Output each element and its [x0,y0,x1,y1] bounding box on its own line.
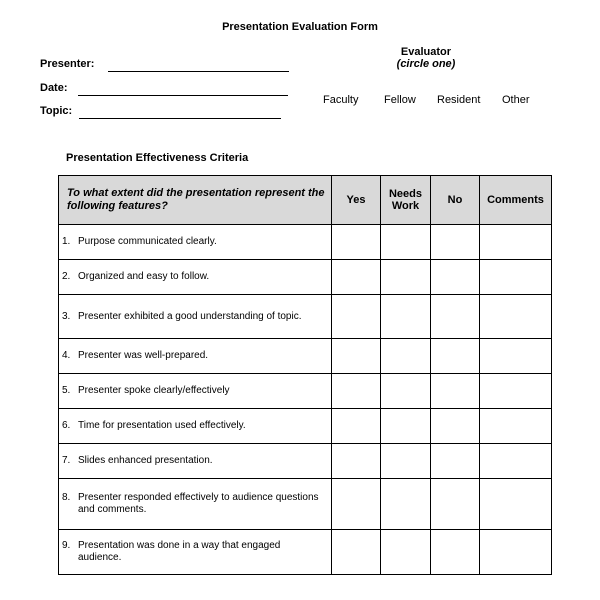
no-cell[interactable] [431,479,480,530]
yes-cell[interactable] [332,409,381,444]
needs-work-cell[interactable] [381,225,431,260]
form-title: Presentation Evaluation Form [222,21,378,33]
yes-cell[interactable] [332,225,381,260]
needs-work-cell[interactable] [381,479,431,530]
evaluator-option-faculty[interactable]: Faculty [323,94,359,106]
item-number: 3. [62,310,71,322]
item-text: Purpose communicated clearly. [78,236,217,247]
evaluator-title: Evaluator [400,46,452,58]
no-cell[interactable] [431,260,480,295]
criteria-item [59,260,332,295]
comments-cell[interactable] [480,339,552,374]
item-text: Slides enhanced presentation. [78,455,213,466]
topic-label: Topic: [40,105,73,117]
criteria-row [59,260,552,295]
criteria-row [59,530,552,575]
item-text: Time for presentation used effectively. [78,420,246,431]
header-row [59,176,552,225]
no-cell[interactable] [431,409,480,444]
date-label: Date: [40,82,68,94]
item-number: 9. [62,540,71,551]
criteria-item [59,444,332,479]
no-header: No [431,176,480,225]
criteria-table [58,175,552,575]
needs-work-cell[interactable] [381,444,431,479]
criteria-item [59,295,332,339]
criteria-item [59,374,332,409]
item-text: Presenter spoke clearly/effectively [78,385,230,396]
needs-work-cell[interactable] [381,530,431,575]
criteria-item [59,530,332,575]
comments-cell[interactable] [480,260,552,295]
section-title: Presentation Effectiveness Criteria [66,152,249,164]
needs-work-header: Needs Work [381,176,431,225]
needs-work-cell[interactable] [381,409,431,444]
criteria-row [59,479,552,530]
comments-cell[interactable] [480,530,552,575]
yes-header: Yes [332,176,381,225]
criteria-item [59,479,332,530]
criteria-row [59,339,552,374]
evaluator-option-fellow[interactable]: Fellow [384,94,416,106]
no-cell[interactable] [431,295,480,339]
item-number: 7. [62,455,71,466]
item-number: 5. [62,385,71,396]
item-text: Presenter exhibited a good understanding of topic. [78,310,302,322]
item-text: Organized and easy to follow. [78,271,210,282]
item-number: 1. [62,236,71,247]
yes-cell[interactable] [332,479,381,530]
yes-cell[interactable] [332,530,381,575]
no-cell[interactable] [431,374,480,409]
yes-cell[interactable] [332,374,381,409]
evaluator-option-other[interactable]: Other [502,94,530,106]
question-header: To what extent did the presentation represent the following features? [59,176,332,225]
yes-cell[interactable] [332,444,381,479]
date-field[interactable] [78,95,288,96]
needs-work-cell[interactable] [381,295,431,339]
needs-work-cell[interactable] [381,260,431,295]
comments-cell[interactable] [480,225,552,260]
comments-header: Comments [480,176,552,225]
presenter-label: Presenter: [40,58,95,70]
comments-cell[interactable] [480,479,552,530]
criteria-row [59,444,552,479]
evaluator-option-resident[interactable]: Resident [437,94,481,106]
comments-cell[interactable] [480,409,552,444]
criteria-row [59,374,552,409]
yes-cell[interactable] [332,339,381,374]
item-text: Presenter responded effectively to audience questions and comments. [78,492,319,515]
yes-cell[interactable] [332,260,381,295]
comments-cell[interactable] [480,444,552,479]
yes-cell[interactable] [332,295,381,339]
needs-work-cell[interactable] [381,339,431,374]
criteria-row [59,295,552,339]
criteria-item [59,225,332,260]
presenter-field[interactable] [108,71,289,72]
criteria-item [59,409,332,444]
item-number: 4. [62,350,71,361]
comments-cell[interactable] [480,295,552,339]
criteria-row [59,409,552,444]
no-cell[interactable] [431,444,480,479]
comments-cell[interactable] [480,374,552,409]
item-number: 6. [62,420,71,431]
item-text: Presentation was done in a way that engaged audience. [78,540,281,563]
topic-field[interactable] [79,118,281,119]
no-cell[interactable] [431,530,480,575]
evaluator-subtitle: (circle one) [396,58,456,70]
needs-work-cell[interactable] [381,374,431,409]
item-text: Presenter was well-prepared. [78,350,209,361]
item-number: 8. [62,492,71,503]
criteria-row [59,225,552,260]
no-cell[interactable] [431,225,480,260]
criteria-item [59,339,332,374]
item-number: 2. [62,271,71,282]
no-cell[interactable] [431,339,480,374]
